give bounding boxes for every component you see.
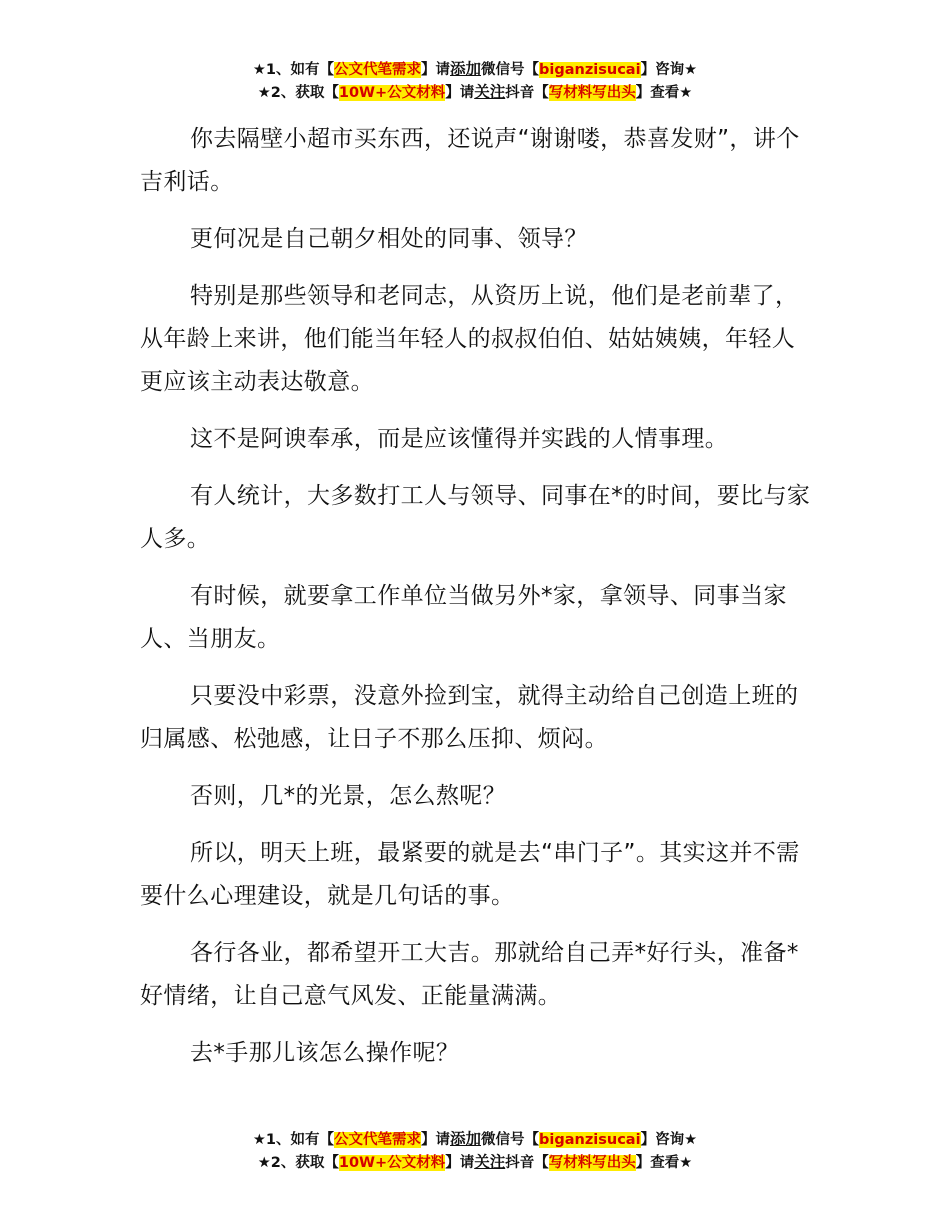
document-body [140, 118, 815, 1089]
paragraph: 这不是阿谀奉承，而是应该懂得并实践的人情事理。 [190, 426, 729, 452]
underline-follow: 关注 [474, 1153, 506, 1171]
banner-text: 】查看★ [635, 85, 693, 101]
underline-add: 添加 [450, 60, 482, 78]
banner-line-2 [0, 1151, 950, 1174]
paragraph: 更何况是自己朝夕相处的同事、领导？ [190, 226, 588, 252]
banner-text: 抖音【 [505, 85, 549, 101]
banner-text: 】请 [445, 85, 475, 101]
banner-text: ★2、获取【 [257, 85, 339, 101]
banner-line-2 [0, 81, 950, 104]
paragraph: 你去隔壁小超市买东西，还说声“谢谢喽，恭喜发财”，讲个吉利话。 [140, 126, 800, 195]
highlight-service: 公文代笔需求 [334, 62, 421, 78]
highlight-douyin-id: 写材料写出头 [548, 1155, 636, 1171]
banner-text: 微信号【 [481, 62, 540, 78]
paragraph: 有时候，就要拿工作单位当做另外*家，拿领导、同事当家人、当朋友。 [140, 583, 787, 652]
paragraph: 特别是那些领导和老同志，从资历上说，他们是老前辈了，从年龄上来讲，他们能当年轻人的叔叔伯伯、姑姑姨姨，年轻人更应该主动表达敬意。 [140, 283, 799, 395]
banner-text: 抖音【 [505, 1155, 549, 1171]
underline-add: 添加 [450, 1130, 482, 1148]
banner-text: ★1、如有【 [252, 1132, 334, 1148]
banner-text: 】咨询★ [640, 1132, 698, 1148]
highlight-wechat-id: biganzisucai [539, 1132, 641, 1148]
highlight-douyin-id: 写材料写出头 [548, 85, 636, 101]
footer-banner [0, 1128, 950, 1174]
banner-text: 】请 [421, 1132, 450, 1148]
banner-line-1 [0, 1128, 950, 1151]
highlight-materials: 10W+公文材料 [338, 85, 446, 101]
banner-text: 微信号【 [481, 1132, 540, 1148]
banner-text: ★1、如有【 [252, 62, 334, 78]
highlight-materials: 10W+公文材料 [338, 1155, 446, 1171]
paragraph: 有人统计，大多数打工人与领导、同事在*的时间，要比与家人多。 [140, 483, 811, 552]
banner-text: 】咨询★ [640, 62, 698, 78]
paragraph: 所以，明天上班，最紧要的就是去“串门子”。其实这并不需要什么心理建设，就是几句话的事。 [140, 840, 800, 909]
paragraph: 只要没中彩票，没意外捡到宝，就得主动给自己创造上班的归属感、松弛感，让日子不那么压抑、烦闷。 [140, 683, 799, 752]
banner-text: 】请 [445, 1155, 475, 1171]
highlight-service: 公文代笔需求 [334, 1132, 421, 1148]
banner-text: ★2、获取【 [257, 1155, 339, 1171]
paragraph: 去*手那儿该怎么操作呢？ [190, 1040, 460, 1066]
underline-follow: 关注 [474, 83, 506, 101]
highlight-wechat-id: biganzisucai [539, 62, 641, 78]
paragraph: 各行各业，都希望开工大吉。那就给自己弄*好行头，准备*好情绪，让自己意气风发、正能量满满。 [140, 940, 799, 1009]
banner-text: 】请 [421, 62, 450, 78]
banner-text: 】查看★ [635, 1155, 693, 1171]
paragraph: 否则，几*的光景，怎么熬呢？ [190, 783, 507, 809]
header-banner [0, 58, 950, 104]
banner-line-1 [0, 58, 950, 81]
